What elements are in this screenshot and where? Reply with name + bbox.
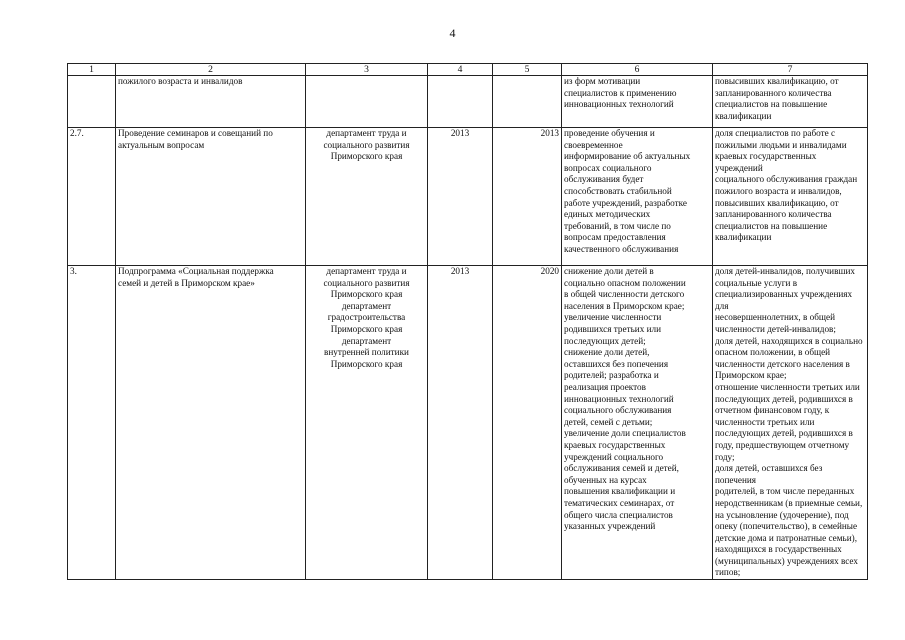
row-indicator: доля специалистов по работе с пожилыми людьми и инвалидами краевых государственных учреждений социального обслуживания граждан пожилого возраста и инвалидов, повысивших квалификацию, от запланированного количества специалистов на повышение квалификации bbox=[713, 128, 868, 266]
row-start-year: 2013 bbox=[428, 128, 493, 266]
table-header-row bbox=[68, 64, 868, 76]
row-executor: департамент труда и социального развития Приморского края bbox=[306, 128, 428, 266]
row-executor: департамент труда и социального развития Приморского края департамент градостроительства Приморского края департамент внутренней политики Приморского края bbox=[306, 266, 428, 580]
table-row bbox=[68, 128, 868, 266]
row-indicator: повысивших квалификацию, от запланированного количества специалистов на повышение квалификации bbox=[713, 76, 868, 128]
column-header: 2 bbox=[116, 64, 306, 76]
row-number bbox=[68, 76, 116, 128]
row-name: Подпрограмма «Социальная поддержка семей и детей в Приморском крае» bbox=[116, 266, 306, 580]
table-row bbox=[68, 76, 868, 128]
row-result: снижение доли детей в социально опасном положении в общей численности детского населения в Приморском крае; увеличение численности родившихся третьих или последующих детей; снижение доли детей, оставшихся без попечения родителей; разработка и реализация проектов инновационных технологий социального обслуживания детей, семей с детьми; увеличение доли специалистов краевых государственных учреждений социального обслуживания семей и детей, обученных на курсах повышения квалификации и тематических семинарах, от общего числа специалистов указанных учреждений bbox=[562, 266, 713, 580]
row-result: проведение обучения и своевременное информирование об актуальных вопросах социального обслуживания будет способствовать стабильной работе учреждений, разработке единых методических требований, в том числе по вопросам предоставления качественного обслуживания bbox=[562, 128, 713, 266]
column-header: 4 bbox=[428, 64, 493, 76]
row-start-year: 2013 bbox=[428, 266, 493, 580]
row-number: 3. bbox=[68, 266, 116, 580]
row-end-year: 2013 bbox=[493, 128, 562, 266]
row-name: пожилого возраста и инвалидов bbox=[116, 76, 306, 128]
row-end-year: 2020 bbox=[493, 266, 562, 580]
row-name: Проведение семинаров и совещаний по актуальным вопросам bbox=[116, 128, 306, 266]
column-header: 7 bbox=[713, 64, 868, 76]
table-row bbox=[68, 266, 868, 580]
column-header: 6 bbox=[562, 64, 713, 76]
row-number: 2.7. bbox=[68, 128, 116, 266]
row-start-year bbox=[428, 76, 493, 128]
row-indicator: доля детей-инвалидов, получивших социальные услуги в специализированных учреждениях для несовершеннолетних, в общей численности детей-инвалидов; доля детей, находящихся в социально опасном положении, в общей численности детского населения в Приморском крае; отношение численности третьих или последующих детей, родившихся в отчетном финансовом году, к численности третьих или последующих детей, родившихся в году, предшествующем отчетному году; доля детей, оставшихся без попечения родителей, в том числе переданных неродственникам (в приемные семьи, на усыновление (удочерение), под опеку (попечительство), в семейные детские дома и патронатные семьи), находящихся в государственных (муниципальных) учреждениях всех типов; bbox=[713, 266, 868, 580]
row-executor bbox=[306, 76, 428, 128]
page-number: 4 bbox=[449, 26, 456, 40]
column-header: 5 bbox=[493, 64, 562, 76]
program-table bbox=[67, 63, 868, 580]
column-header: 1 bbox=[68, 64, 116, 76]
row-end-year bbox=[493, 76, 562, 128]
row-result: из форм мотивации специалистов к применению инновационных технологий bbox=[562, 76, 713, 128]
column-header: 3 bbox=[306, 64, 428, 76]
